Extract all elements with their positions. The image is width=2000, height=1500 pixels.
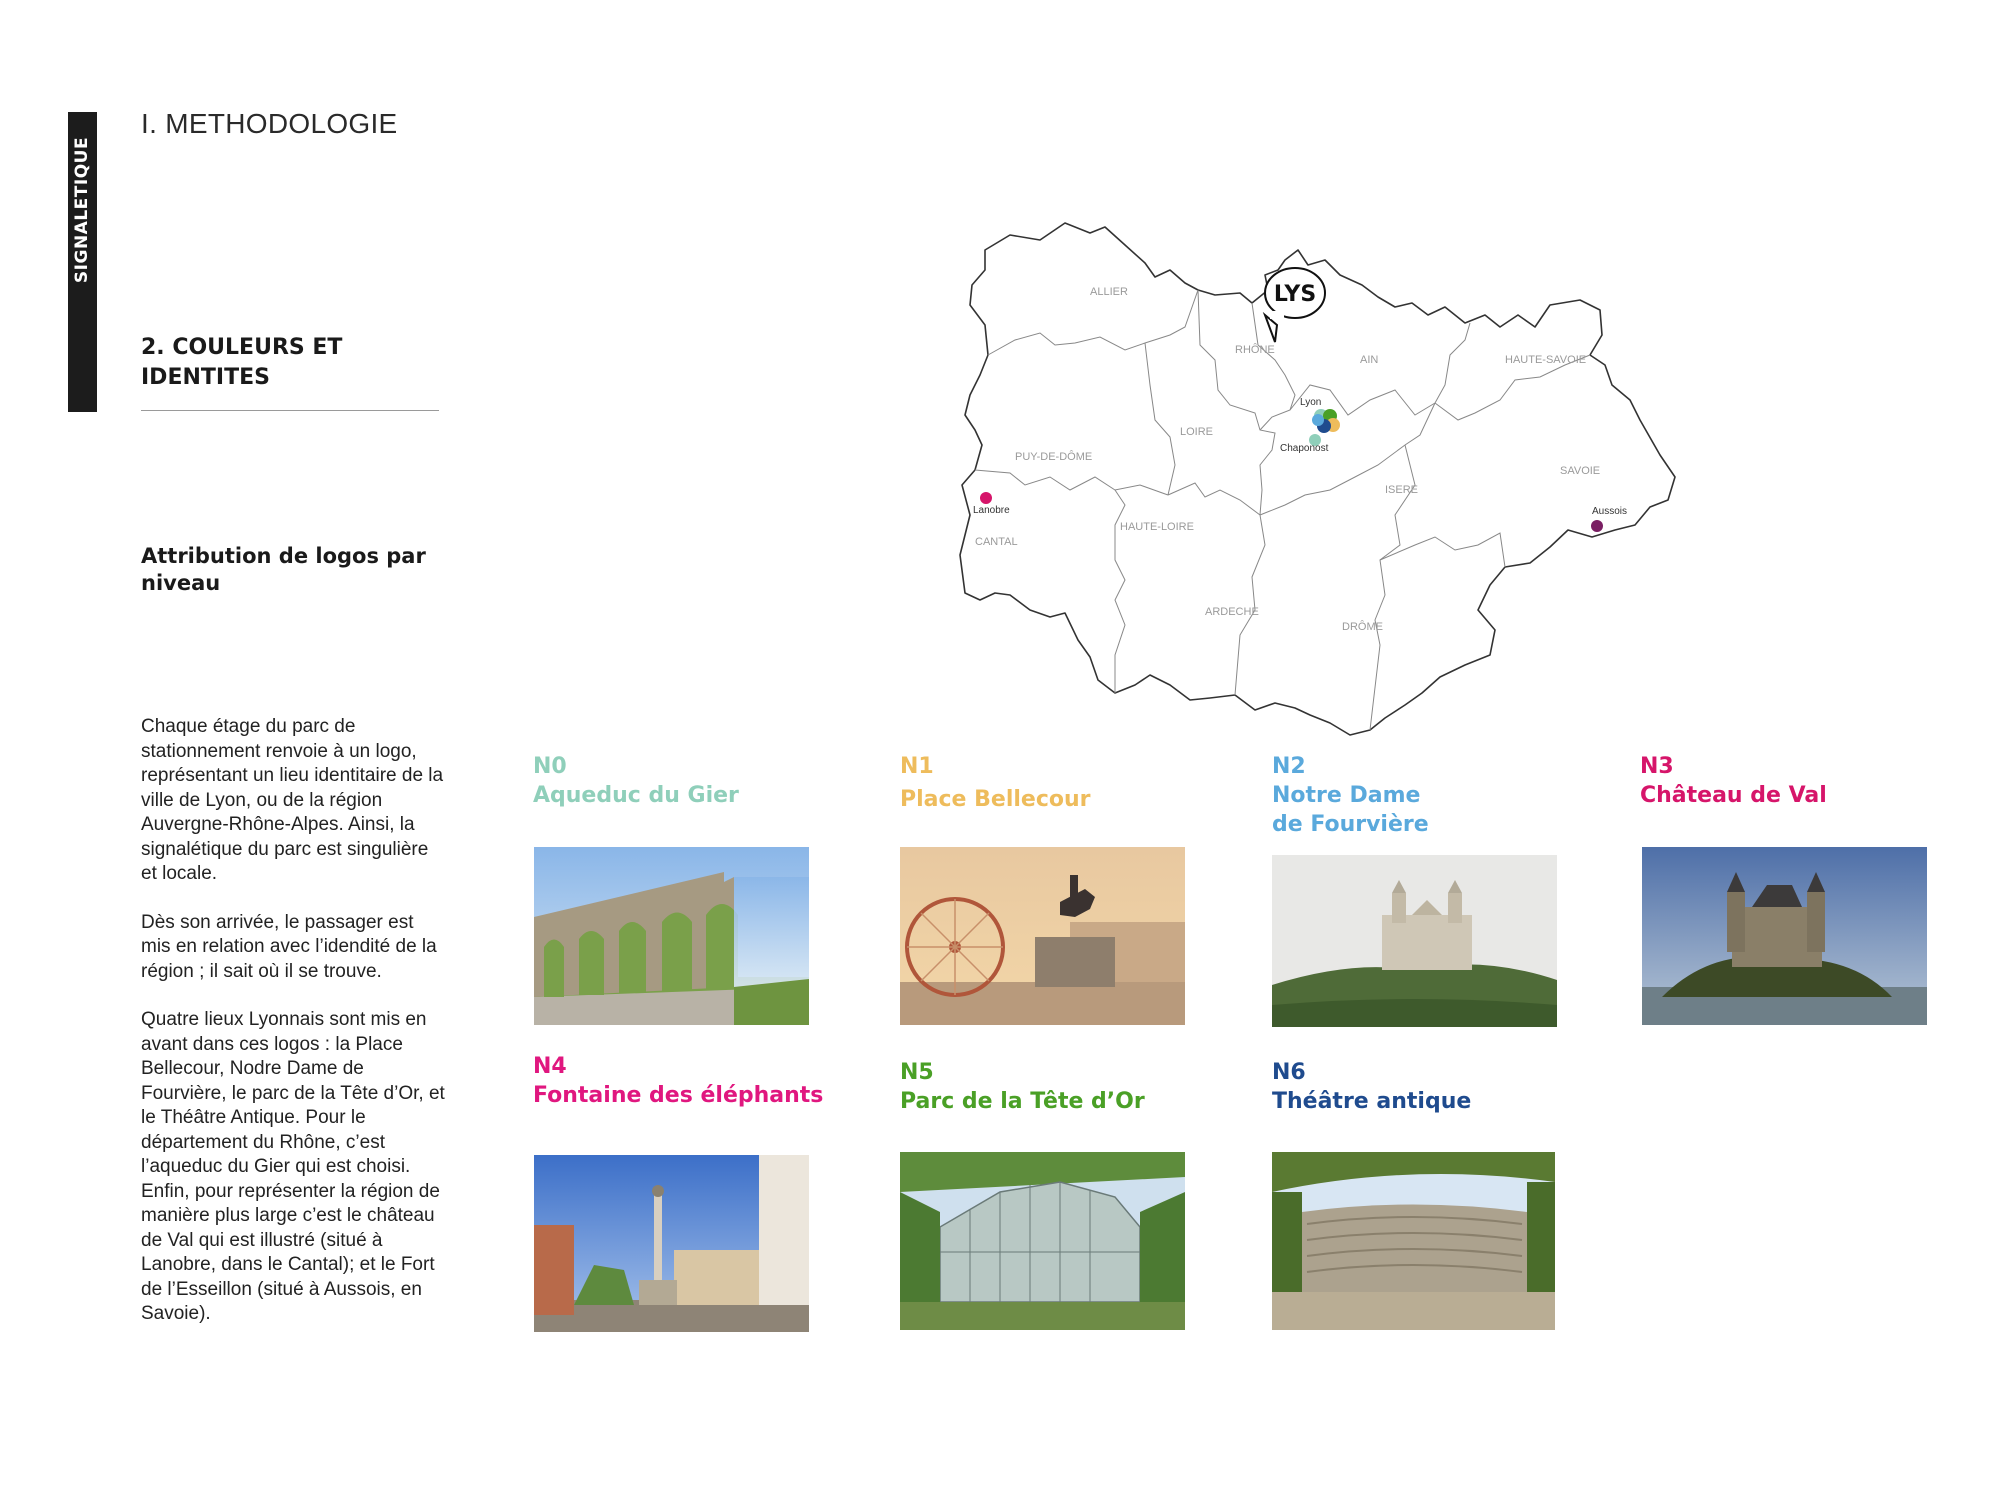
level-n4-name: Fontaine des éléphants (533, 1083, 824, 1108)
lys-marker (1265, 268, 1325, 342)
paragraph-3: Quatre lieux Lyonnais sont mis en avant dans ces logos : la Place Bellecour, Nodre Dame de Fourvière, le parc de la Tête d’Or, et le Théâtre Antique. Pour le département du Rhône, c’est l’aqueduc du Gier qui est choisi. Enfin, pour représenter la région de manière plus large c’est le château de Val qui est illustré (situé à Lanobre, dans le Cantal); et le Fort de l’Esseillon (situé à Aussois, en Savoie). (141, 1009, 445, 1324)
chateau-photo (1642, 847, 1927, 1025)
greenhouse-photo (900, 1152, 1185, 1330)
subsection-title (141, 543, 441, 597)
label-aussois: Aussois (1592, 506, 1628, 517)
department-borders (975, 290, 1590, 730)
label-loire: LOIRE (1180, 426, 1214, 438)
label-allier: ALLIER (1090, 286, 1128, 298)
level-n5-code: N5 (900, 1060, 934, 1085)
level-n4-code: N4 (533, 1054, 567, 1079)
level-n0-name: Aqueduc du Gier (533, 783, 739, 808)
section-title-line2: IDENTITES (141, 365, 270, 390)
fourviere-photo (1272, 855, 1557, 1027)
label-lanobre: Lanobre (973, 505, 1010, 516)
level-n5 (900, 1058, 1145, 1116)
label-savoie: SAVOIE (1560, 465, 1601, 477)
side-tab-label: SIGNALETIQUE (72, 136, 92, 284)
label-ardeche: ARDECHE (1205, 606, 1259, 618)
section-divider (141, 410, 439, 411)
subsection-title-line2: niveau (141, 571, 221, 595)
side-tab (68, 112, 97, 412)
section-title (141, 333, 441, 393)
level-n3-name: Château de Val (1640, 783, 1827, 808)
level-n0-code: N0 (533, 754, 567, 779)
label-lyon: Lyon (1300, 397, 1322, 408)
section-title-line1: 2. COULEURS ET (141, 335, 343, 360)
label-haute-savoie: HAUTE-SAVOIE (1505, 354, 1587, 366)
level-n6 (1272, 1058, 1471, 1116)
level-n3 (1640, 752, 1827, 810)
level-n6-code: N6 (1272, 1060, 1306, 1085)
region-map-svg (900, 215, 1680, 745)
label-isere: ISERE (1385, 484, 1419, 496)
map-points (973, 397, 1627, 532)
label-haute-loire: HAUTE-LOIRE (1120, 521, 1194, 533)
bellecour-photo (900, 847, 1185, 1025)
aqueduct-photo (534, 847, 809, 1025)
level-n1-code: N1 (900, 754, 934, 779)
region-map (900, 215, 1680, 745)
lys-marker-label: LYS (1273, 282, 1317, 307)
level-n2-name-line2: de Fourvière (1272, 812, 1429, 837)
level-n5-name: Parc de la Tête d’Or (900, 1089, 1145, 1114)
label-ain: AIN (1360, 354, 1379, 366)
department-labels (975, 286, 1600, 633)
theatre-photo (1272, 1152, 1555, 1330)
level-n0 (533, 752, 739, 810)
level-n3-code: N3 (1640, 754, 1674, 779)
paragraph-2: Dès son arrivée, le passager est mis en relation avec l’idendité de la région ; il sait où il se trouve. (141, 911, 437, 982)
level-n6-name: Théâtre antique (1272, 1089, 1472, 1114)
level-n2-code: N2 (1272, 754, 1306, 779)
subsection-title-line1: Attribution de logos par (141, 544, 426, 568)
fountain-photo (534, 1155, 809, 1332)
body-text (141, 715, 446, 1351)
label-puy-de-dome: PUY-DE-DÔME (1015, 451, 1093, 463)
label-rhone: RHÔNE (1235, 344, 1275, 356)
level-n1-name: Place Bellecour (900, 787, 1091, 812)
level-n4 (533, 1052, 823, 1110)
level-n2 (1272, 752, 1429, 839)
label-drome: DRÔME (1342, 621, 1383, 633)
label-chaponost: Chaponost (1280, 443, 1329, 454)
level-n2-name-line1: Notre Dame (1272, 783, 1421, 808)
label-cantal: CANTAL (975, 536, 1018, 548)
level-n1 (900, 752, 1091, 814)
paragraph-1: Chaque étage du parc de stationnement renvoie à un logo, représentant un lieu identitaire de la ville de Lyon, ou de la région Auvergne-Rhône-Alpes. Ainsi, la signalétique du parc est singulière et locale. (141, 716, 444, 884)
chapter-title: I. METHODOLOGIE (141, 108, 398, 139)
